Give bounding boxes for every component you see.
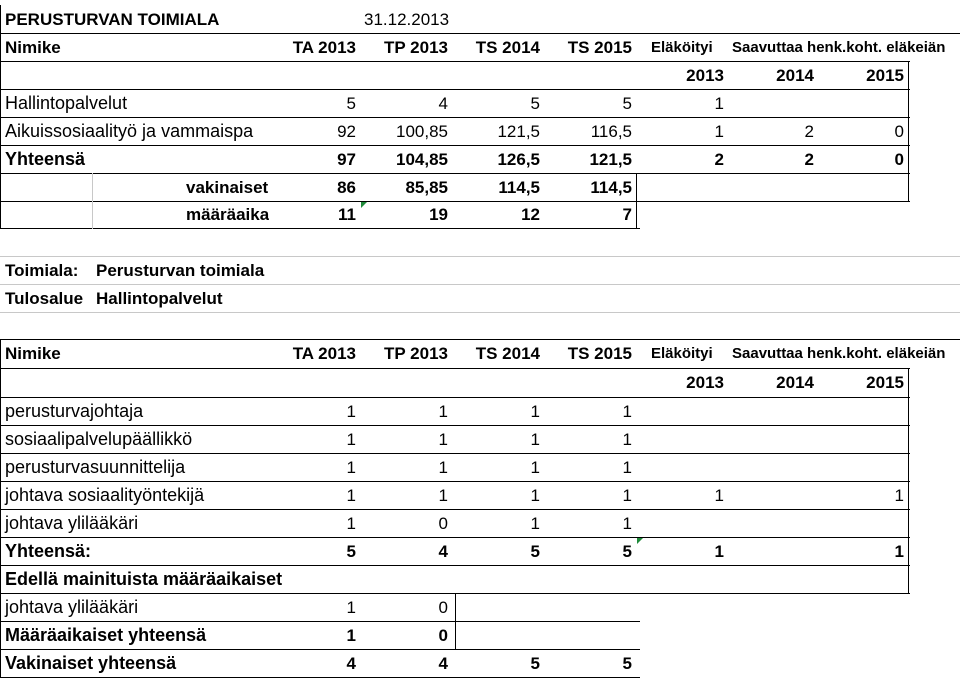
table-row: Aikuissosiaalityö ja vammaispa 92 100,85 121,5 116,5 1 2 0: [5, 121, 904, 141]
col-elakoityi: Eläköityi: [651, 38, 713, 56]
table-row: sosiaalipalvelupäällikkö 1 1 1 1: [5, 429, 632, 449]
cell-comment-marker: [637, 538, 643, 544]
table-row-total: Yhteensä 97 104,85 126,5 121,5 2 2 0: [5, 149, 904, 169]
info-tulosalue-row: [0, 284, 960, 312]
col-ts2015: TS 2015: [567, 37, 632, 57]
report-date: 31.12.2013: [364, 9, 450, 29]
tulosalue-label: Tulosalue: [5, 288, 84, 308]
fixed-term-heading: Edellä mainituista määräaikaiset: [5, 569, 283, 589]
fixed-term-heading-row: [0, 565, 960, 593]
table-row: perusturvajohtaja 1 1 1 1: [5, 401, 632, 421]
table-row: johtava ylilääkäri 1 0 1 1: [5, 513, 632, 533]
table-row: johtava ylilääkäri 1 0: [5, 597, 448, 617]
year-2015: 2015: [866, 65, 904, 85]
tulosalue-value: Hallintopalvelut: [96, 288, 223, 308]
table-row: Hallintopalvelut 5 4 5 5 1: [5, 93, 724, 113]
sheet-title: PERUSTURVAN TOIMIALA: [5, 9, 220, 29]
cell-comment-marker: [361, 202, 367, 208]
col-nimike: Nimike: [5, 37, 61, 57]
col-tp2013: TP 2013: [384, 37, 448, 57]
col-saavuttaa: Saavuttaa henk.koht. eläkeiän: [732, 38, 946, 56]
year-2014: 2014: [776, 65, 814, 85]
table-row: perusturvasuunnittelija 1 1 1 1: [5, 457, 632, 477]
table-row: vakinaiset 86 85,85 114,5 114,5: [186, 177, 632, 197]
toimiala-value: Perusturvan toimiala: [96, 260, 265, 280]
table-row: määräaika 11 19 12 7: [186, 205, 632, 224]
table-row-total: Määräaikaiset yhteensä 1 0: [5, 625, 448, 645]
table2-years-row: 2013 2014 2015: [686, 373, 904, 392]
table-row: johtava sosiaalityöntekijä 1 1 1 1 1 1: [5, 485, 904, 505]
table-row-total: Vakinaiset yhteensä 4 4 5 5: [5, 653, 632, 673]
header-row: [0, 5, 960, 33]
table1-years-row: [0, 61, 960, 89]
table2-header-row: Nimike TA 2013 TP 2013 TS 2014 TS 2015 Eläköityi Saavuttaa henk.koht. eläkeiän: [5, 344, 946, 363]
table-row-total: Yhteensä: 5 4 5 5 1 1: [5, 541, 904, 561]
year-2013: 2013: [686, 65, 724, 85]
toimiala-label: Toimiala:: [5, 260, 79, 280]
col-ta2013: TA 2013: [292, 37, 356, 57]
col-ts2014: TS 2014: [475, 37, 540, 57]
info-toimiala-row: [0, 256, 960, 284]
table1-header-row: [0, 33, 960, 61]
